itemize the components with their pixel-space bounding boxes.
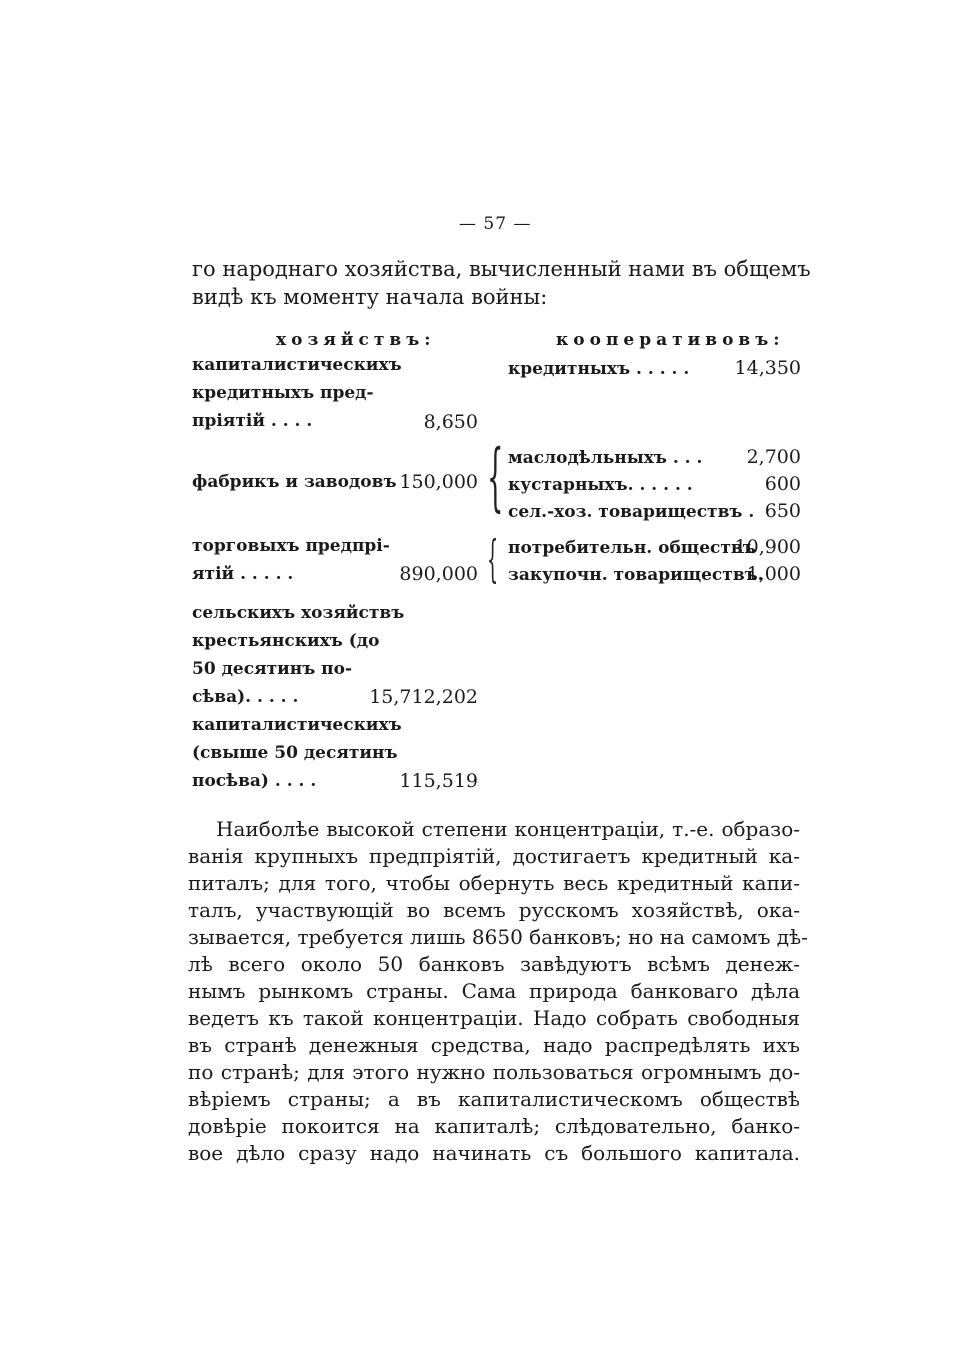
row-value: 2,700 xyxy=(746,446,801,468)
right-column-header: кооперативовъ: xyxy=(556,330,785,350)
text-line: питалъ; для того, чтобы обернуть весь кредитный капи- xyxy=(188,871,800,895)
brace-icon: { xyxy=(487,434,504,520)
row-value: 150,000 xyxy=(399,471,478,493)
text-line: по странѣ; для этого нужно пользоваться огромнымъ до- xyxy=(188,1060,800,1084)
row-value: 15,712,202 xyxy=(369,686,478,708)
text-line: ведетъ къ такой концентраціи. Надо собрать свободныя xyxy=(188,1006,800,1030)
row-label: пріятій . . . . xyxy=(192,411,313,431)
text-line: въ странѣ денежныя средства, надо распредѣлять ихъ xyxy=(188,1033,800,1057)
text-line: ванія крупныхъ предпріятій, достигаетъ кредитный ка- xyxy=(188,844,800,868)
text-line: довѣріе покоится на капиталѣ; слѣдовательно, банко- xyxy=(188,1114,800,1138)
row-label: 50 десятинъ по- xyxy=(192,659,353,679)
row-label: капиталистическихъ xyxy=(192,355,402,375)
row-value: 115,519 xyxy=(399,770,478,792)
brace-icon: { xyxy=(487,530,499,588)
row-value: 1,000 xyxy=(746,563,801,585)
row-label: (свыше 50 десятинъ xyxy=(192,743,398,763)
row-label: маслодѣльныхъ . . . xyxy=(508,448,703,468)
page-number: — 57 — xyxy=(459,214,532,234)
row-value: 890,000 xyxy=(399,563,478,585)
text-line: зывается, требуется лишь 8650 банковъ; но на самомъ дѣ- xyxy=(188,925,808,949)
row-label: сельскихъ хозяйствъ xyxy=(192,603,405,623)
row-value: 10,900 xyxy=(734,536,801,558)
row-value: 600 xyxy=(764,473,801,495)
row-label: кредитныхъ пред- xyxy=(192,383,374,403)
row-label: сѣва). . . . . xyxy=(192,687,299,707)
text-line: лѣ всего около 50 банковъ завѣдуютъ всѣмъ денеж- xyxy=(188,952,800,976)
row-label: капиталистическихъ xyxy=(192,715,402,735)
row-label: ятій . . . . . xyxy=(192,564,294,584)
row-label: кустарныхъ. . . . . . xyxy=(508,475,693,495)
row-value: 14,350 xyxy=(734,357,801,379)
row-label: кредитныхъ . . . . . xyxy=(508,359,690,379)
row-value: 650 xyxy=(764,500,801,522)
text-line: талъ, участвующій во всемъ русскомъ хозяйствѣ, ока- xyxy=(188,898,800,922)
text-line: нымъ рынкомъ страны. Сама природа банковаго дѣла xyxy=(188,979,800,1003)
text-line: вое дѣло сразу надо начинать съ большого капитала. xyxy=(188,1141,800,1165)
body-paragraph xyxy=(188,816,808,1167)
row-label: потребительн. обществъ xyxy=(508,538,756,558)
row-value: 8,650 xyxy=(423,411,478,433)
left-column-header: хозяйствъ: xyxy=(276,330,436,350)
row-label: крестьянскихъ (до xyxy=(192,631,380,651)
intro-line-1: го народнаго хозяйства, вычисленный нами въ общемъ xyxy=(192,257,811,281)
row-label: сел.-хоз. товариществъ . xyxy=(508,502,755,522)
text-line: вѣріемъ страны; а въ капиталистическомъ обществѣ xyxy=(188,1087,800,1111)
row-label: торговыхъ предпрі- xyxy=(192,536,390,556)
text-line: Наиболѣе высокой степени концентраціи, т.-е. образо- xyxy=(216,817,800,841)
row-label: посѣва) . . . . xyxy=(192,771,317,791)
row-label: фабрикъ и заводовъ xyxy=(192,472,397,492)
intro-line-2: видѣ къ моменту начала войны: xyxy=(192,285,548,309)
row-label: закупочн. товариществъ. xyxy=(508,565,764,585)
